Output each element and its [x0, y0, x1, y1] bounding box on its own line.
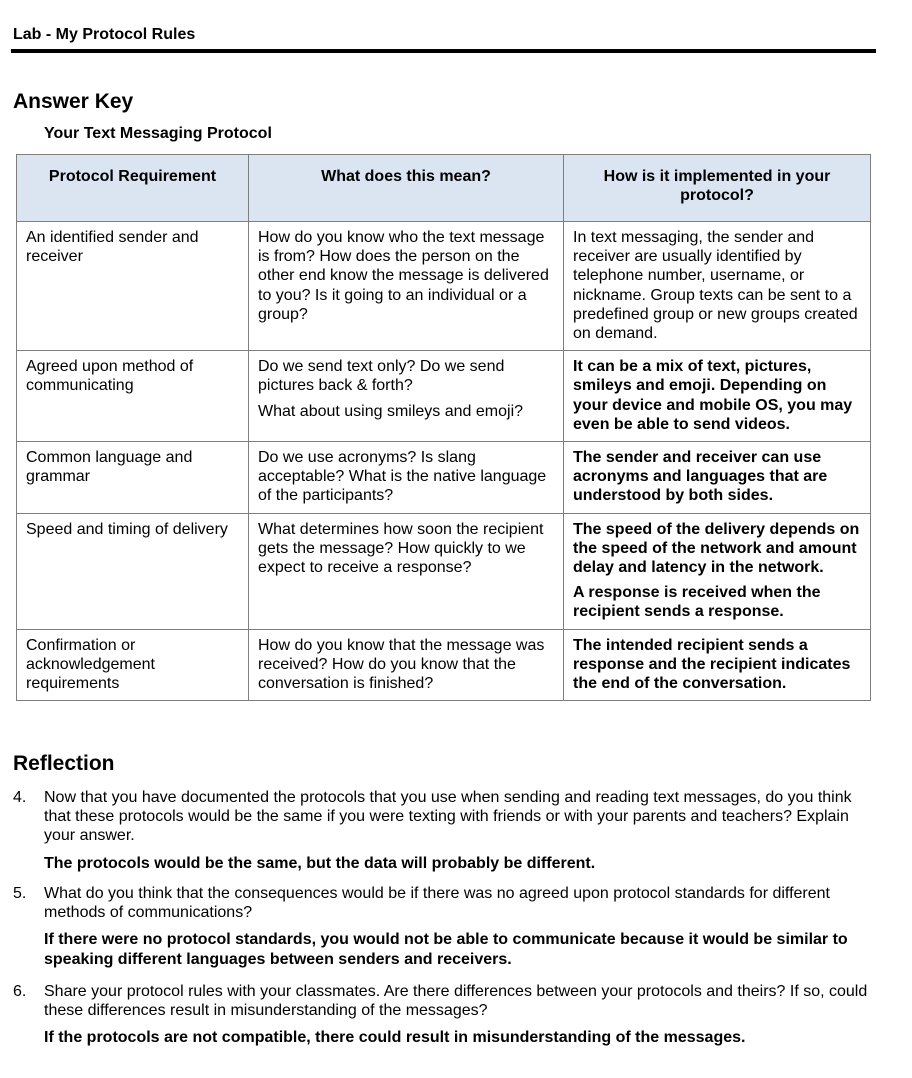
question-text: Now that you have documented the protocols that you use when sending and reading text messages, do you think that these protocols would be the same if you were texting with friends or with your parents and teachers? Explain your answer.	[44, 789, 852, 845]
table-row	[17, 629, 871, 701]
header-rule	[11, 49, 876, 53]
question-answer: The protocols would be the same, but the data will probably be different.	[44, 854, 596, 872]
reflection-question	[13, 788, 873, 873]
meaning-text: What about using smileys and emoji?	[258, 402, 524, 420]
question-answer: If there were no protocol standards, you would not be able to communicate because it would be similar to speaking different languages between senders and receivers.	[44, 931, 848, 968]
implementation-text: A response is received when the recipient sends a response.	[573, 584, 821, 621]
implementation-text: It can be a mix of text, pictures, smileys and emoji. Depending on your device and mobile OS, you may even be able to send videos.	[573, 358, 853, 433]
meaning-text: Do we send text only? Do we send pictures back & forth?	[258, 358, 505, 395]
document-header-title: Lab - My Protocol Rules	[13, 26, 196, 43]
implementation-cell	[564, 351, 871, 442]
column-header-meaning: What does this mean?	[249, 155, 564, 222]
implementation-text: The speed of the delivery depends on the speed of the network and amount delay and latency in the network.	[573, 520, 860, 577]
protocol-table	[16, 154, 871, 701]
requirement-cell: An identified sender and receiver	[17, 222, 249, 351]
question-number: 5.	[13, 885, 27, 902]
implementation-cell	[564, 222, 871, 351]
meaning-cell	[249, 513, 564, 629]
meaning-text: How do you know who the text message is from? How does the person on the other end know the message is delivered to you? Is it going to an individual or a group?	[258, 229, 549, 323]
table-row	[17, 442, 871, 514]
protocol-subtitle: Your Text Messaging Protocol	[44, 125, 272, 142]
reflection-heading: Reflection	[13, 752, 115, 775]
table-row	[17, 222, 871, 351]
question-number: 4.	[13, 789, 27, 806]
meaning-text: What determines how soon the recipient gets the message? How quickly to we expect to receive a response?	[258, 520, 544, 577]
table-row	[17, 351, 871, 442]
question-answer: If the protocols are not compatible, there could result in misunderstanding of the messages.	[44, 1029, 746, 1047]
column-header-requirement: Protocol Requirement	[17, 155, 249, 222]
answer-key-heading: Answer Key	[13, 90, 134, 113]
requirement-cell: Agreed upon method of communicating	[17, 351, 249, 442]
question-text: What do you think that the consequences would be if there was no agreed upon protocol standards for different methods of communications?	[44, 885, 830, 922]
requirement-cell: Confirmation or acknowledgement requirements	[17, 629, 249, 701]
meaning-cell	[249, 351, 564, 442]
implementation-text: In text messaging, the sender and receiver are usually identified by telephone number, username, or nickname. Group texts can be sent to a predefined group or new groups created on demand.	[573, 229, 858, 343]
column-header-implementation: How is it implemented in your protocol?	[564, 155, 871, 222]
table-row	[17, 513, 871, 629]
implementation-cell	[564, 513, 871, 629]
implementation-text: The sender and receiver can use acronyms and languages that are understood by both sides.	[573, 449, 828, 505]
meaning-cell	[249, 629, 564, 701]
requirement-cell: Common language and grammar	[17, 442, 249, 514]
reflection-question	[13, 884, 873, 969]
implementation-text: The intended recipient sends a response and the recipient indicates the end of the conversation.	[573, 636, 851, 693]
meaning-text: Do we use acronyms? Is slang acceptable? What is the native language of the participants?	[258, 449, 547, 505]
question-text: Share your protocol rules with your classmates. Are there differences between your protocols and theirs? If so, could these differences result in misunderstanding of the messages?	[44, 983, 868, 1020]
implementation-cell	[564, 442, 871, 514]
table-header-row	[17, 155, 871, 222]
meaning-cell	[249, 222, 564, 351]
implementation-cell	[564, 629, 871, 701]
meaning-text: How do you know that the message was received? How do you know that the conversation is finished?	[258, 636, 545, 693]
meaning-cell	[249, 442, 564, 514]
requirement-cell: Speed and timing of delivery	[17, 513, 249, 629]
question-number: 6.	[13, 983, 27, 1000]
reflection-question	[13, 982, 873, 1048]
